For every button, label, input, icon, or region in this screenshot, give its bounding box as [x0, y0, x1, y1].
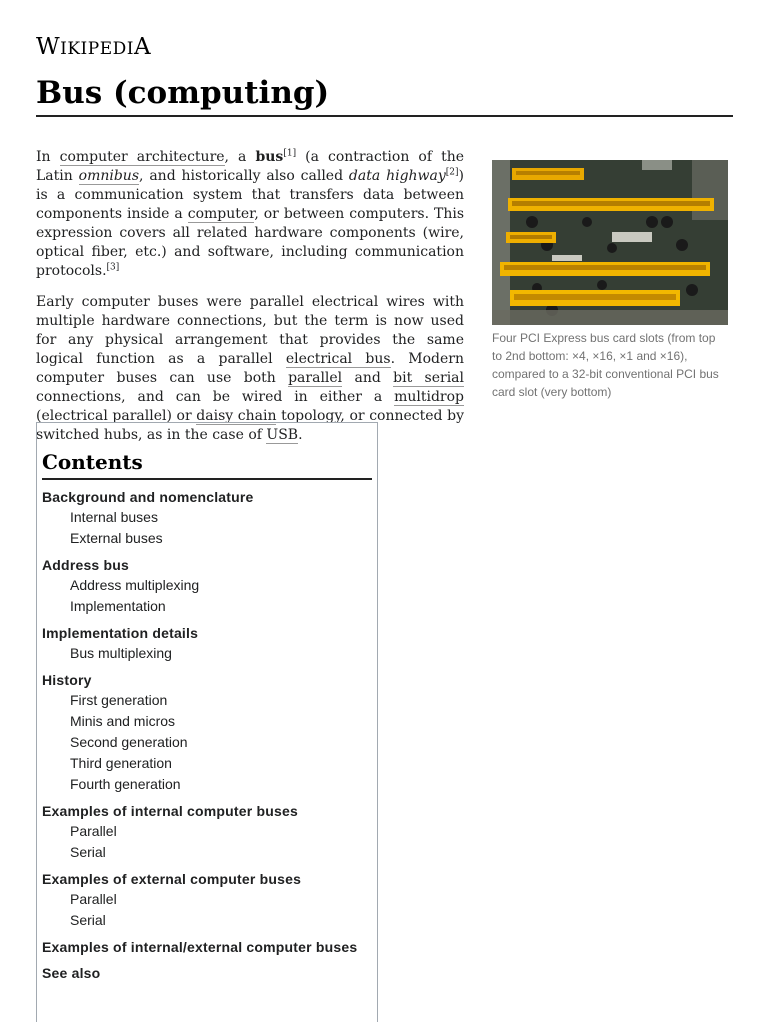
toc-subsection[interactable]: External buses [70, 530, 163, 546]
link-multidrop[interactable]: multidrop [394, 389, 464, 405]
toc-subsection[interactable]: Parallel [70, 823, 117, 839]
link-bit-serial[interactable]: bit serial [393, 370, 464, 386]
toc-subsection[interactable]: Bus multiplexing [70, 645, 172, 661]
toc-section[interactable]: Address bus [42, 557, 129, 573]
toc-section[interactable]: Examples of internal/external computer buses [42, 939, 358, 955]
pci-slots-image[interactable] [492, 160, 728, 325]
link-omnibus[interactable]: omnibus [78, 168, 140, 184]
toc-section[interactable]: Examples of internal computer buses [42, 803, 298, 819]
link-computer[interactable]: computer [187, 206, 255, 222]
figure-caption: Four PCI Express bus card slots (from top to 2nd bottom: ×4, ×16, ×1 and ×16), compared to a 32-bit conventional PCI bus card slot (very bottom) [492, 331, 719, 399]
toc-subsection[interactable]: Fourth generation [70, 776, 181, 792]
toc-section[interactable]: Examples of external computer buses [42, 871, 302, 887]
toc-title: Contents [42, 450, 372, 480]
toc-section[interactable]: History [42, 672, 92, 688]
toc-subsection[interactable]: Serial [70, 844, 106, 860]
toc-subsection[interactable]: Address multiplexing [70, 577, 200, 593]
toc-section[interactable]: Implementation details [42, 625, 199, 641]
toc-section[interactable]: See also [42, 965, 101, 981]
toc-subsection[interactable]: Parallel [70, 891, 117, 907]
toc-subsection[interactable]: Internal buses [70, 509, 158, 525]
wikipedia-logo[interactable]: WIKIPEDIA [36, 34, 152, 60]
link-daisy-chain[interactable]: daisy chain [196, 408, 277, 424]
article-body [36, 148, 464, 457]
citation-1[interactable]: [1] [283, 148, 297, 159]
toc-subsection[interactable]: Implementation [70, 598, 166, 614]
table-of-contents [36, 422, 378, 1022]
link-computer-architecture[interactable]: computer architecture [59, 149, 225, 165]
toc-subsection[interactable]: Serial [70, 912, 106, 928]
pci-slots-figure [492, 160, 728, 401]
citation-2[interactable]: [2] [445, 167, 459, 178]
page-title: Bus (computing) [36, 75, 330, 111]
toc-list [42, 487, 372, 983]
title-divider [36, 115, 733, 117]
toc-subsection[interactable]: Third generation [70, 755, 172, 771]
second-paragraph: Early computer buses were parallel electrical wires with multiple hardware connections, but the term is now used for any physical arrangement that provides the same logical function as a parallel electrical bus. Modern computer buses can use both parallel and bit serial connections, and can be wired in either a multidrop (electrical parallel) or daisy chain topology, or connected by switched hubs, as in the case of USB. [36, 294, 464, 443]
toc-subsection[interactable]: Second generation [70, 734, 188, 750]
link-usb[interactable]: USB [266, 427, 299, 443]
toc-subsection[interactable]: Minis and micros [70, 713, 176, 729]
link-electrical-bus[interactable]: electrical bus [285, 351, 391, 367]
intro-paragraph: In computer architecture, a bus[1] (a contraction of the Latin omnibus, and historically also called data highway[2]) is a communication system that transfers data between components inside a computer, or between computers. This expression covers all related hardware components (wire, optical fiber, etc.) and software, including communication protocols.[3] [36, 148, 465, 279]
toc-section[interactable]: Background and nomenclature [42, 489, 254, 505]
link-parallel[interactable]: parallel [288, 370, 343, 386]
toc-subsection[interactable]: First generation [70, 692, 168, 708]
citation-3[interactable]: [3] [106, 262, 120, 273]
